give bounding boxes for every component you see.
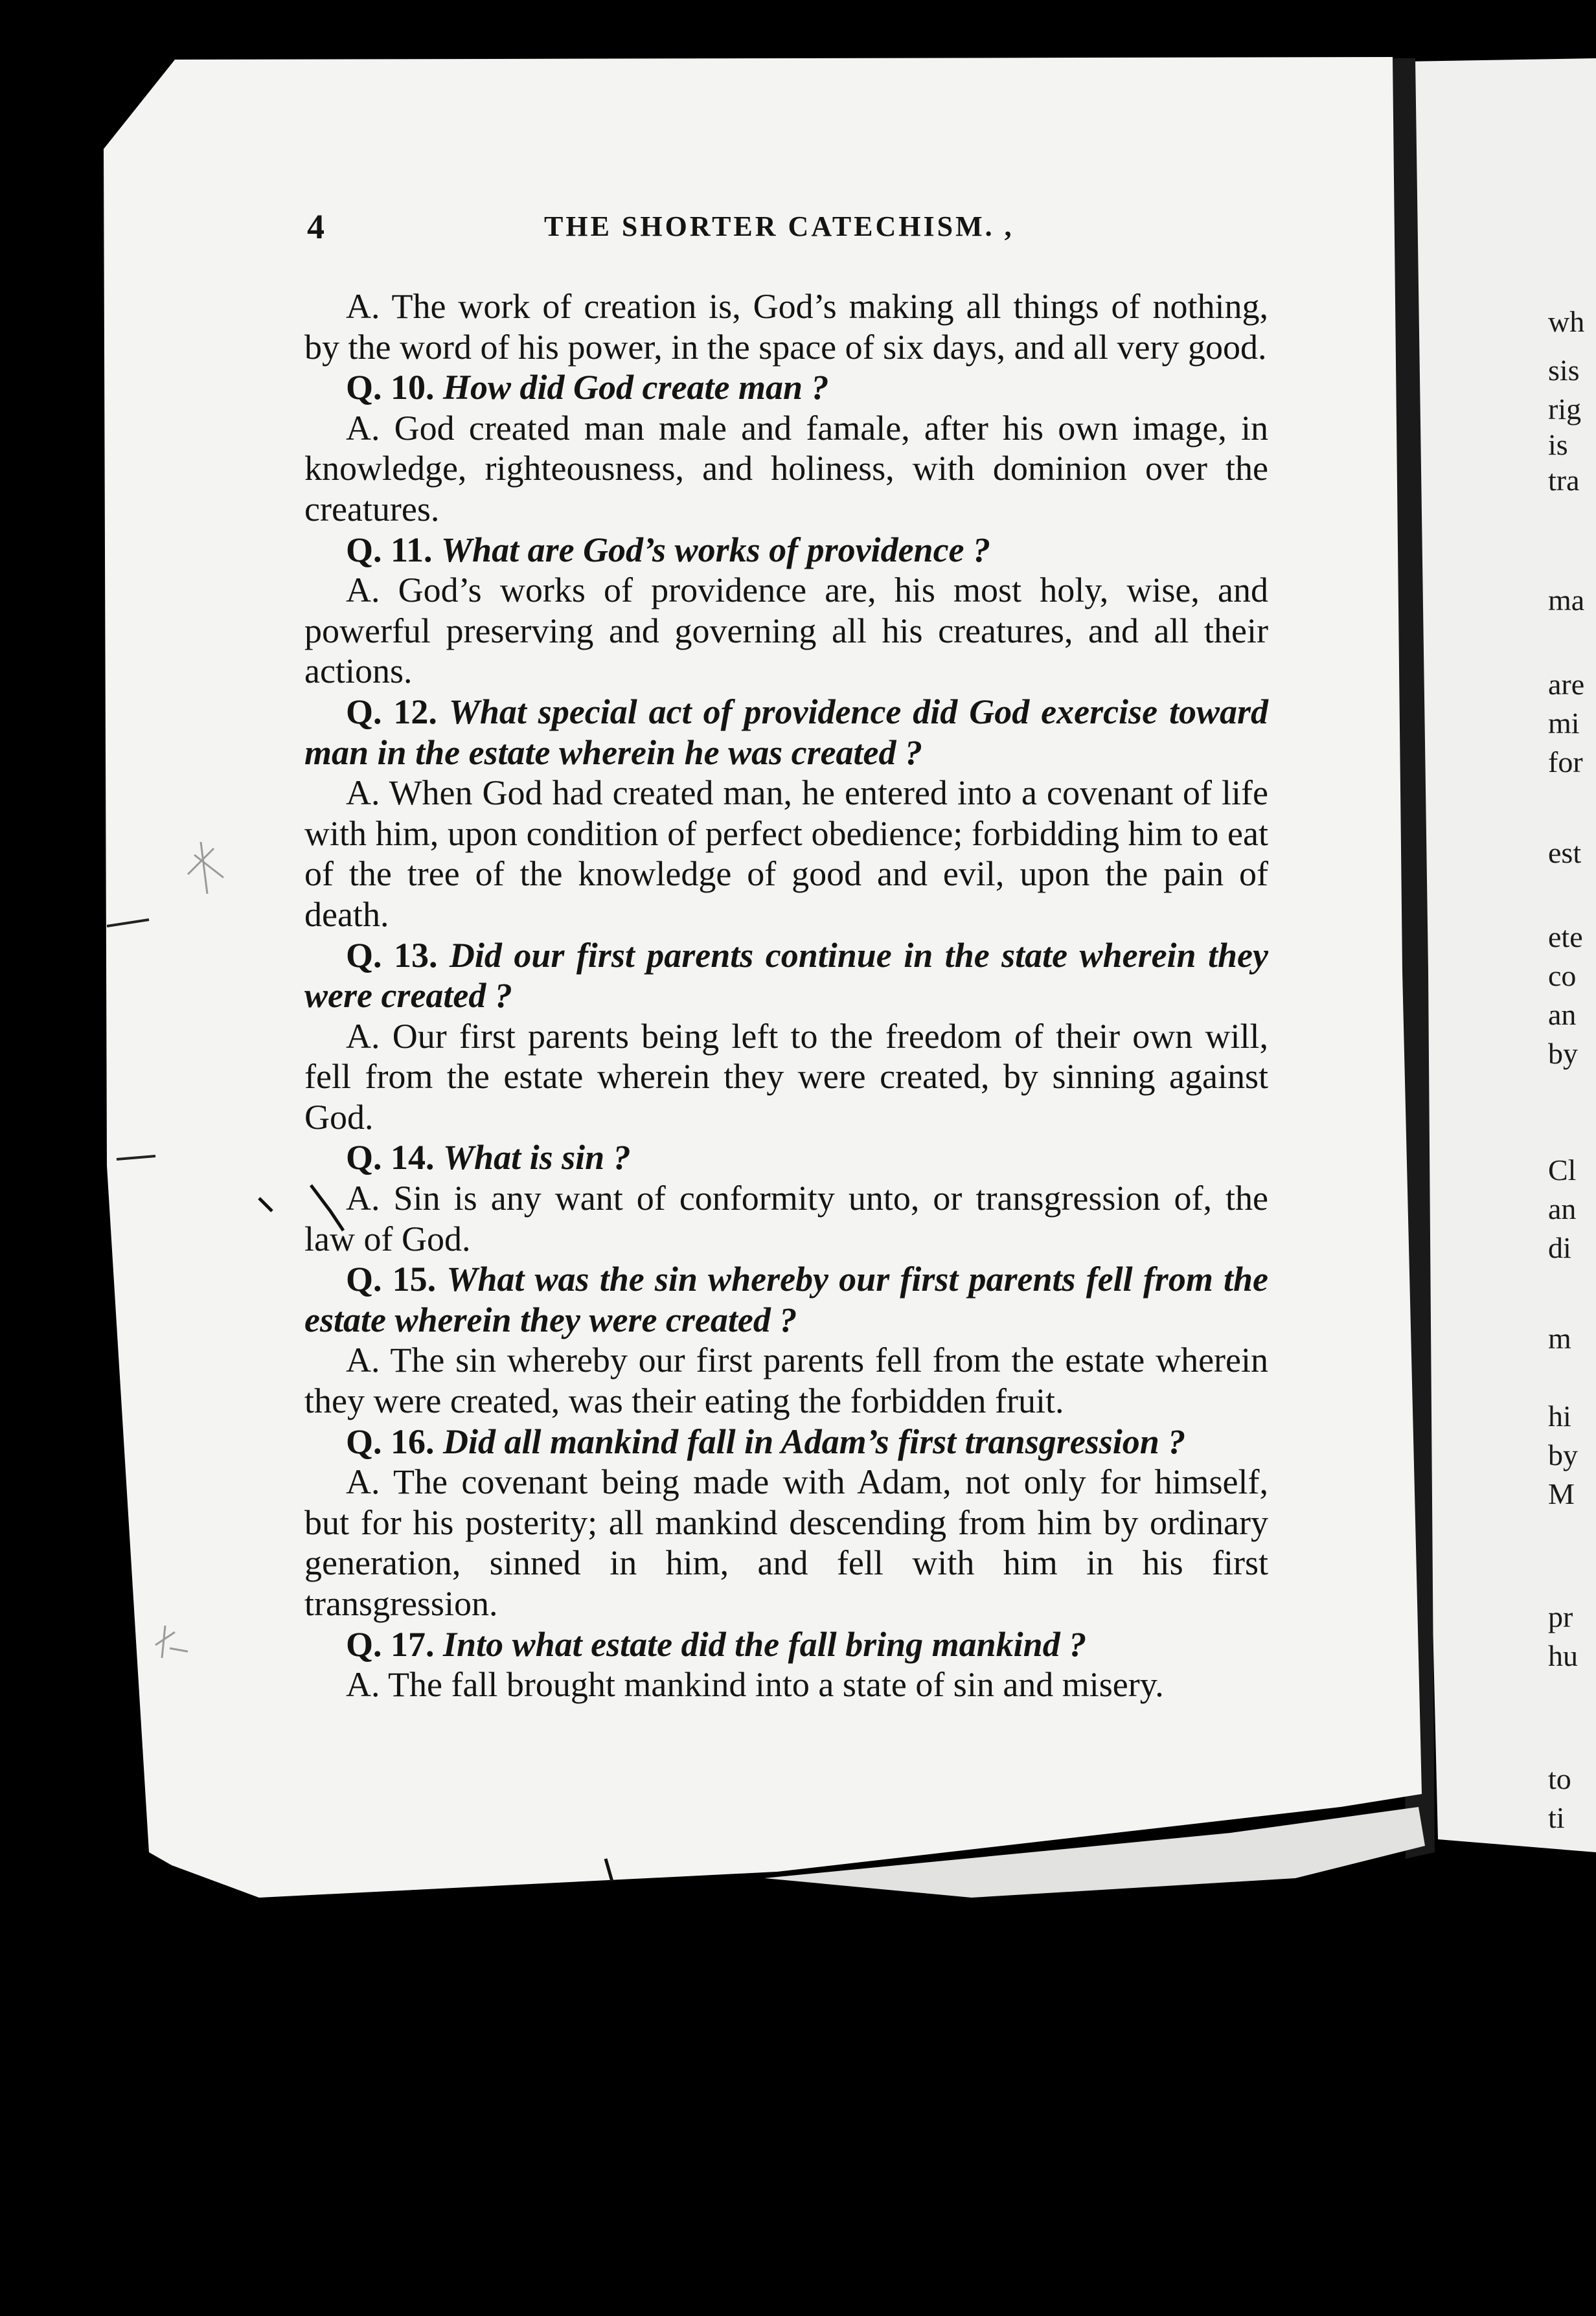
facing-page-fragment: is [1548,428,1568,461]
facing-page-fragment: for [1548,745,1583,778]
answer-paragraph: A. God created man male and famale, after his own image, in knowledge, righteousness, and holiness, with dominion over the creatures. [304,408,1268,528]
question-paragraph [304,692,1268,773]
facing-page-fragment: an [1548,998,1577,1031]
facing-page-fragment: tra [1548,464,1580,497]
answer-paragraph: A. The sin whereby our first parents fell from the estate wherein they were created, was their eating the forbidden fruit. [304,1341,1268,1421]
facing-page-fragment: hi [1548,1400,1571,1433]
question-paragraph [304,1137,1268,1178]
question-text: What special act of providence did God exercise toward man in the estate wherein he was created ? [304,692,1268,772]
answer-paragraph: A. The fall brought mankind into a state of sin and misery. [346,1665,1164,1705]
answer-paragraph: A. When God had created man, he entered into a covenant of life with him, upon condition of perfect obedience; forbidding him to eat of the tree of the knowledge of good and evil, upon the pain of death. [304,773,1268,934]
question-paragraph [304,367,1268,408]
facing-page-fragment: to [1548,1762,1571,1795]
facing-page-fragment: by [1548,1037,1578,1070]
facing-page-fragment: m [1548,1322,1571,1355]
facing-page-fragment: rig [1548,392,1582,426]
question-text: Into what estate did the fall bring mankind ? [443,1624,1087,1664]
facing-page-fragment: wh [1548,305,1585,338]
facing-page-fragment: sis [1548,354,1580,387]
facing-page-fragment: co [1548,959,1577,992]
question-text: Did all mankind fall in Adam’s first transgression ? [443,1422,1186,1461]
facing-page-fragment: hu [1548,1639,1578,1672]
question-number: Q. 12. [346,692,437,731]
page-number: 4 [307,207,325,246]
answer-paragraph: A. God’s works of providence are, his most holy, wise, and powerful preserving and governing all his creatures, and all their actions. [304,571,1268,691]
running-header [304,207,1268,246]
question-text: How did God create man ? [443,368,829,407]
facing-page-fragment: mi [1548,707,1580,740]
question-paragraph [304,1624,1268,1665]
question-number: Q. 17. [346,1624,435,1664]
facing-page-fragment: pr [1548,1600,1573,1633]
question-number: Q. 15. [346,1260,437,1299]
facing-page-fragment: est [1548,836,1582,869]
facing-page-fragment: Cl [1548,1153,1577,1186]
question-number: Q. 14. [346,1138,435,1177]
question-text: What are God’s works of providence ? [441,530,990,569]
facing-page-fragment: are [1548,668,1585,701]
question-paragraph [304,530,1268,571]
question-number: Q. 11. [346,530,433,569]
facing-page-fragment: by [1548,1438,1578,1471]
facing-page-fragment: ma [1548,584,1585,617]
question-number: Q. 10. [346,368,435,407]
question-number: Q. 13. [346,935,438,975]
facing-page-fragment: M [1548,1477,1575,1510]
facing-page-fragment: an [1548,1192,1577,1225]
question-text: What was the sin whereby our first parents fell from the estate wherein they were created ? [304,1260,1268,1339]
answer-paragraph: A. The work of creation is, God’s making all things of nothing, by the word of his power, in the space of six days, and all very good. [304,287,1268,367]
question-text: Did our first parents continue in the state wherein they were created ? [304,935,1268,1016]
question-paragraph [304,935,1268,1016]
question-paragraph [304,1422,1268,1462]
running-title: THE SHORTER CATECHISM. , [544,210,1014,242]
facing-page-fragment: di [1548,1231,1571,1264]
answer-paragraph: A. Sin is any want of conformity unto, or transgression of, the law of God. [304,1179,1268,1258]
catechism-body [304,286,1268,1705]
question-text: What is sin ? [443,1138,631,1177]
facing-page-fragment: ti [1548,1801,1565,1834]
question-number: Q. 16. [346,1422,435,1461]
answer-paragraph: A. Our first parents being left to the freedom of their own will, fell from the estate wherein they were created, by sinning against God. [304,1016,1268,1137]
answer-paragraph: A. The covenant being made with Adam, not only for himself, but for his posterity; all mankind descending from him by ordinary generation, sinned in him, and fell with him in his first transgression. [304,1462,1268,1623]
question-paragraph [304,1259,1268,1340]
facing-page-fragment: ete [1548,920,1583,953]
